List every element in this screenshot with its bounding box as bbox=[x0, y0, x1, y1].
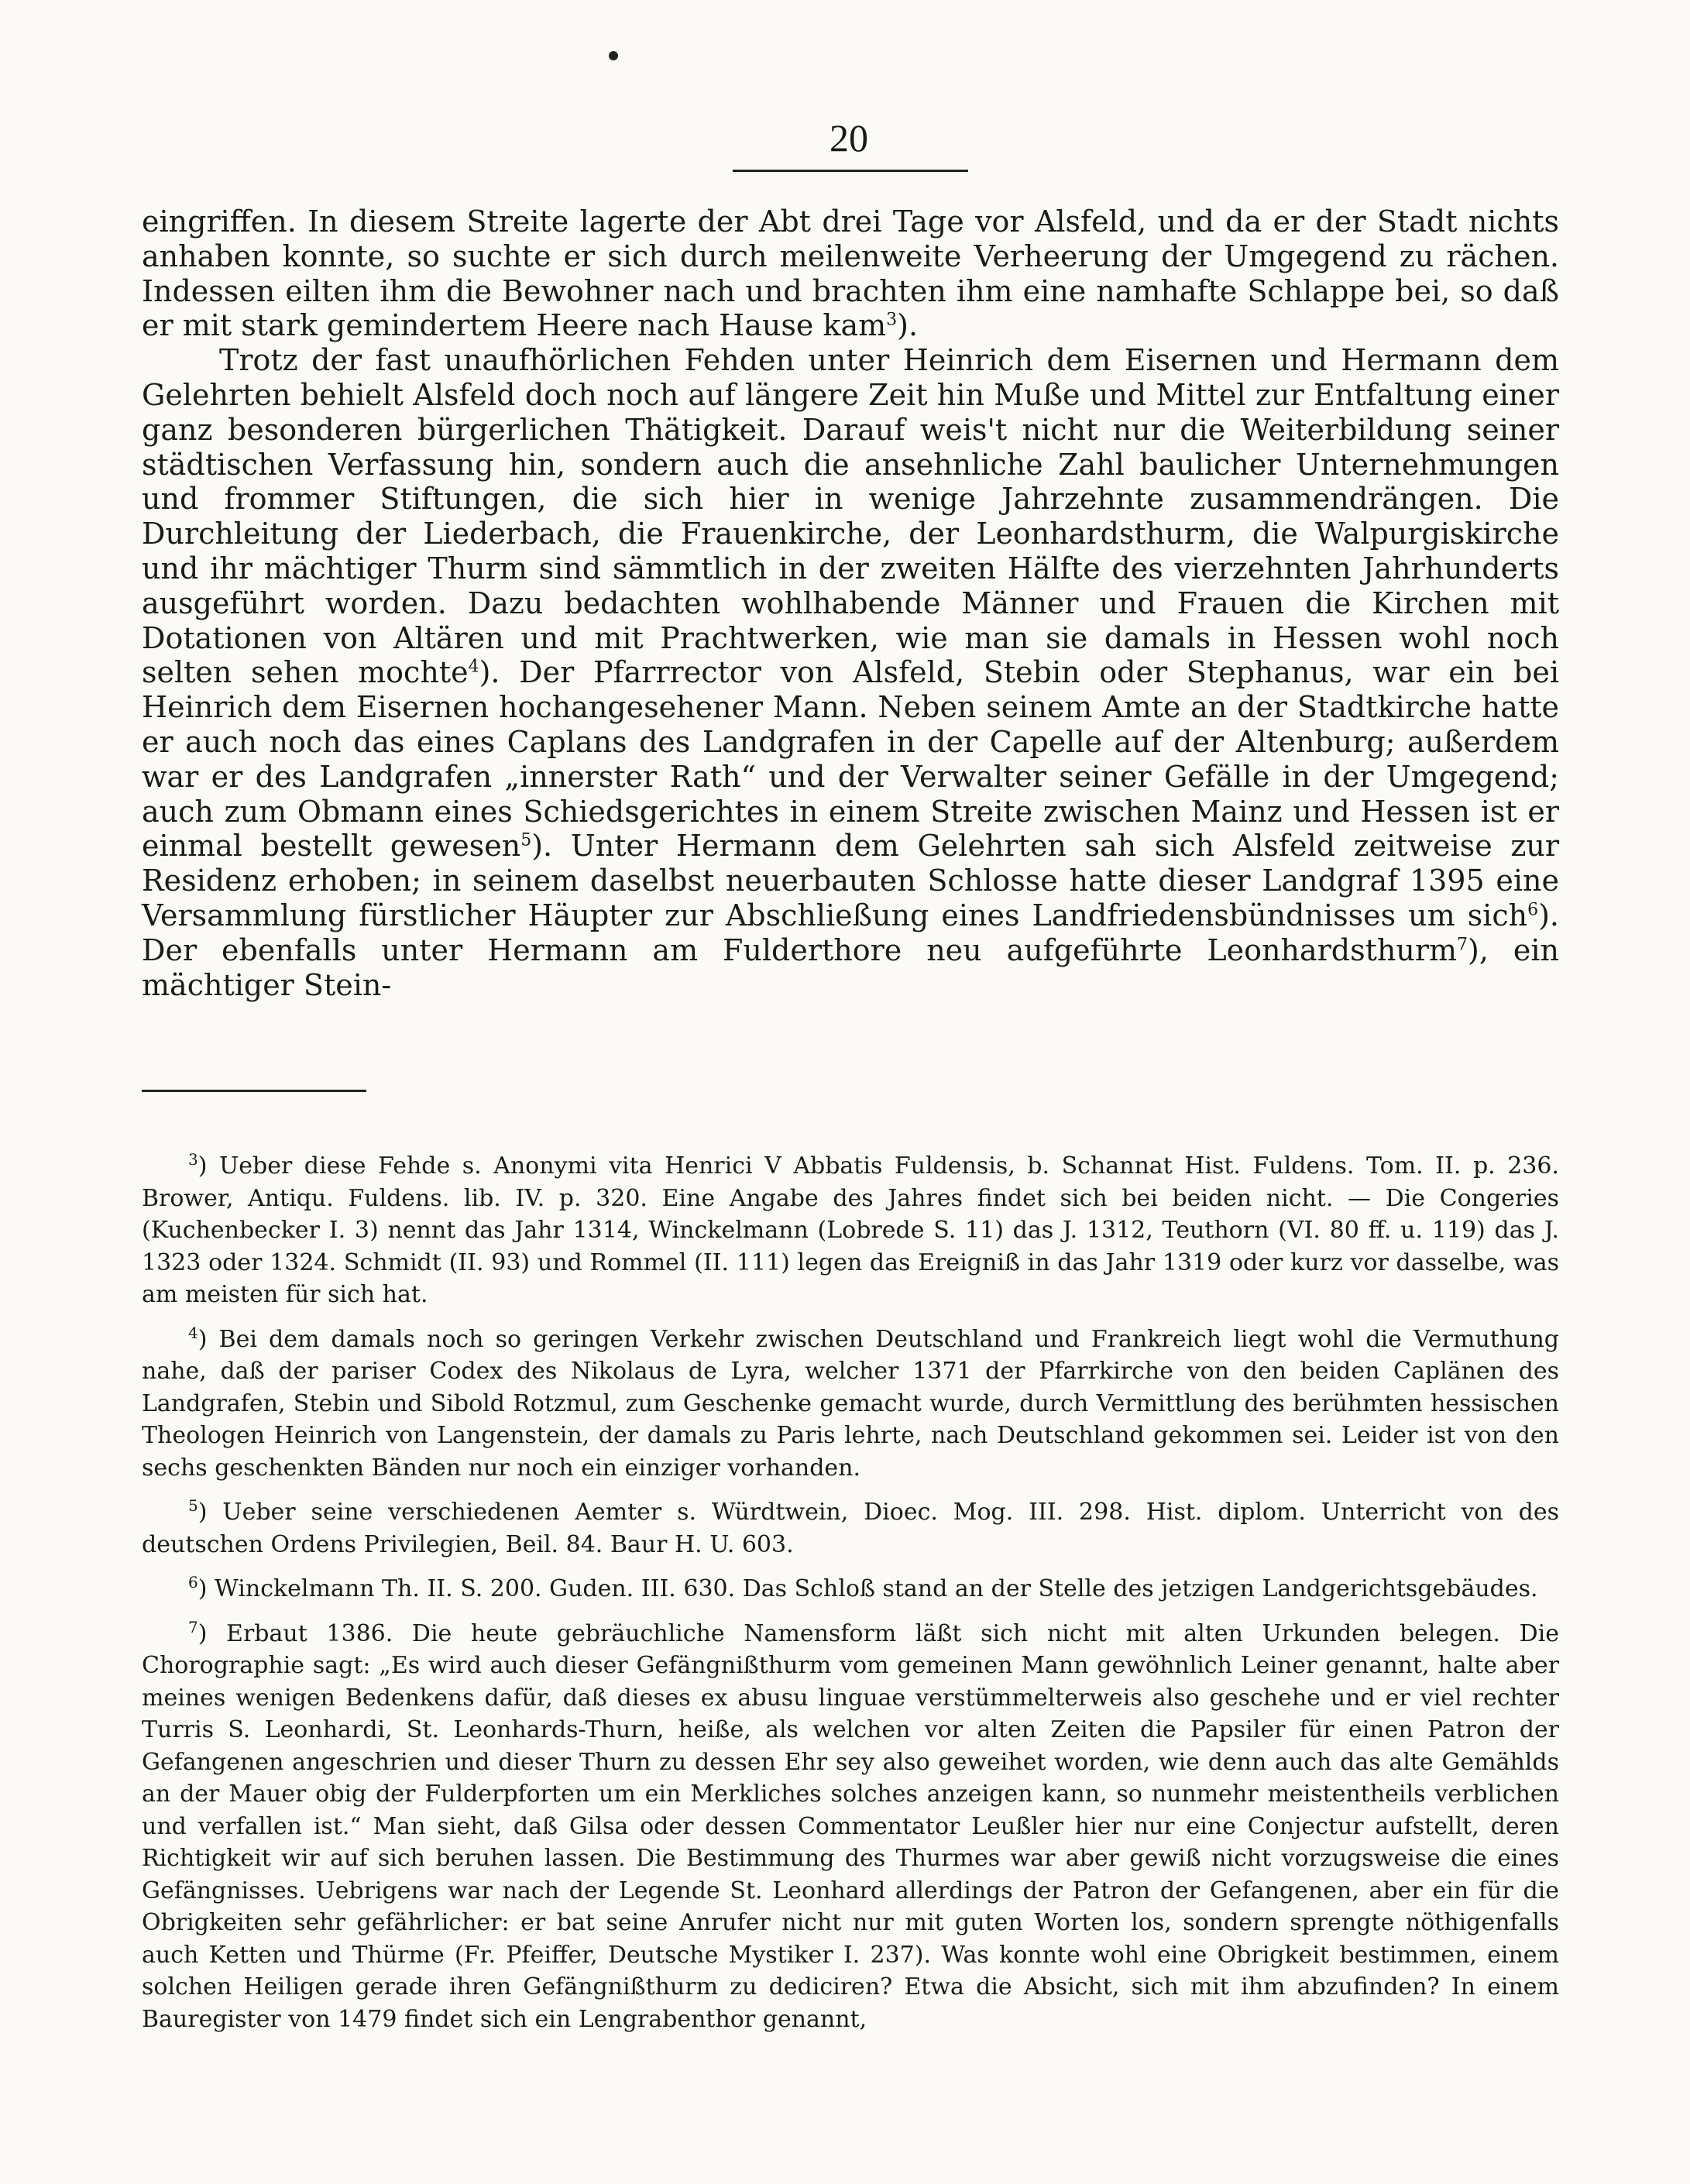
footnote-4 bbox=[142, 1324, 1559, 1485]
footnote-ref-3: 3 bbox=[886, 310, 898, 330]
footnote-5-mark: 5 bbox=[188, 1496, 198, 1515]
footnote-3-mark: 3 bbox=[188, 1150, 198, 1169]
footnotes bbox=[142, 1150, 1559, 2048]
paragraph-1-text: eingriffen. In diesem Streite lagerte der Abt drei Tage vor Alsfeld, und da er der Stadt nichts anhaben konnte, so suchte er sich durch meilenweite Verheerung der Umgegend zu rächen. Indessen eilten ihm die Bewohner nach und brachten ihm eine namhafte Schlappe bei, so daß er mit stark gemindertem Heere nach Hause kam bbox=[142, 204, 1559, 343]
footnote-7-text: ) Erbaut 1386. Die heute gebräuchliche Namensform läßt sich nicht mit alten Urkunden belegen. Die Chorographie sagt: „Es wird auch dieser Gefängnißthurm vom gemeinen Mann gewöhnlich Leiner genannt, halte aber meines wenigen Bedenkens dafür, daß dieses ex abusu linguae verstümmelterweis also geschehe und er viel rechter Turris S. Leonhardi, St. Leonhards-Thurn, heiße, als welchen vor alten Zeiten die Papsiler für einen Patron der Gefangenen angeschrien und dieser Thurn zu dessen Ehr sey also geweihet worden, wie denn auch das alte Gemählds an der Mauer obig der Fulderpforten um ein Merkliches solches anzeigen kann, so nunmehr meistentheils verblichen und verfallen ist.“ Man sieht, daß Gilsa oder dessen Commentator Leußler hier nur eine Conjectur aufstellt, deren Richtigkeit wir auf sich beruhen lassen. Die Bestimmung des Thurmes war aber gewiß nicht vorzugsweise die eines Gefängnisses. Uebrigens war nach der Legende St. Leonhard allerdings der Patron der Gefangenen, aber ein für die Obrigkeiten sehr gefährlicher: er bat seine Anrufer nicht nur mit guten Worten los, sondern sprengte nöthigenfalls auch Ketten und Thürme (Fr. Pfeiffer, Deutsche Mystiker I. 237). Was konnte wohl eine Obrigkeit bestimmen, einem solchen Heiligen gerade ihren Gefängnißthurm zu dediciren? Etwa die Absicht, sich mit ihm abzufinden? In einem Bauregister von 1479 findet sich ein Lengrabenthor genannt, bbox=[142, 1619, 1559, 2033]
paragraph-2-part-c: ). Unter Hermann dem Gelehrten sah sich Alsfeld zeitweise zur Residenz erhoben; in seinem daselbst neuerbauten Schlosse hatte dieser Landgraf 1395 eine Versammlung fürstlicher Häupter zur Abschließung eines Landfriedensbündnisses um sich bbox=[142, 829, 1559, 932]
footnote-4-text: ) Bei dem damals noch so geringen Verkehr zwischen Deutschland und Frankreich liegt wohl die Vermuthung nahe, daß der pariser Codex des Nikolaus de Lyra, welcher 1371 der Pfarrkirche von den beiden Caplänen des Landgrafen, Stebin und Sibold Rotzmul, zum Geschenke gemacht wurde, durch Vermittlung des berühmten hessischen Theologen Heinrich von Langenstein, der damals zu Paris lehrte, nach Deutschland gekommen sei. Leider ist von den sechs geschenkten Bänden nur noch ein einziger vorhanden. bbox=[142, 1325, 1559, 1482]
footnote-6 bbox=[142, 1573, 1559, 1605]
footnote-ref-6: 6 bbox=[1527, 900, 1539, 920]
paragraph-2-part-e: ), ein mächtiger Stein- bbox=[142, 932, 1559, 1002]
header-rule bbox=[733, 170, 968, 172]
footnote-6-mark: 6 bbox=[188, 1573, 198, 1592]
main-text bbox=[142, 204, 1559, 1002]
paragraph-2-part-b: ). Der Pfarrrector von Alsfeld, Stebin oder Stephanus, war ein bei Heinrich dem Eisernen hochangesehener Mann. Neben seinem Amte an der Stadtkirche hatte er auch noch das eines Caplans des Landgrafen in der Capelle auf der Altenburg; außerdem war er des Landgrafen „innerster Rath“ und der Verwalter seiner Gefälle in der Umgegend; auch zum Obmann eines Schiedsgerichtes in einem Streite zwischen Mainz und Hessen ist er einmal bestellt gewesen bbox=[142, 655, 1559, 864]
footnote-ref-5: 5 bbox=[520, 830, 532, 850]
footnote-5 bbox=[142, 1496, 1559, 1561]
page-number: 20 bbox=[830, 116, 868, 160]
footnote-4-mark: 4 bbox=[188, 1323, 198, 1342]
paragraph-2-part-d: ). Der ebenfalls unter Hermann am Fulderthore neu aufgeführte Leonhardsthurm bbox=[142, 898, 1559, 967]
footnote-3 bbox=[142, 1150, 1559, 1311]
footnote-ref-4: 4 bbox=[468, 657, 479, 677]
footnote-7-mark: 7 bbox=[188, 1617, 198, 1636]
paragraph-2-part-a: Trotz der fast unaufhörlichen Fehden unter Heinrich dem Eisernen und Hermann dem Gelehrten behielt Alsfeld doch noch auf längere Zeit hin Muße und Mittel zur Entfaltung einer ganz besonderen bürgerlichen Thätigkeit. Darauf weis't nicht nur die Weiterbildung seiner städtischen Verfassung hin, sondern auch die ansehnliche Zahl baulicher Unternehmungen und frommer Stiftungen, die sich hier in wenige Jahrzehnte zusammendrängen. Die Durchleitung der Liederbach, die Frauenkirche, der Leonhardsthurm, die Walpurgiskirche und ihr mächtiger Thurm sind sämmtlich in der zweiten Hälfte des vierzehnten Jahrhunderts ausgeführt worden. Dazu bedachten wohlhabende Männer und Frauen die Kirchen mit Dotationen von Altären und mit Prachtwerken, wie man sie damals in Hessen wohl noch selten sehen mochte bbox=[142, 343, 1559, 690]
footnote-6-text: ) Winckelmann Th. II. S. 200. Guden. III. 630. Das Schloß stand an der Stelle des jetzigen Landgerichtsgebäudes. bbox=[198, 1575, 1538, 1602]
paragraph-2 bbox=[142, 343, 1559, 1002]
paragraph-1-tail: ). bbox=[897, 308, 919, 343]
footnote-separator bbox=[142, 1090, 366, 1092]
footnote-5-text: ) Ueber seine verschiedenen Aemter s. Würdtwein, Dioec. Mog. III. 298. Hist. diplom. Unterricht von des deutschen Ordens Privilegien, Beil. 84. Baur H. U. 603. bbox=[142, 1499, 1559, 1558]
ink-dot bbox=[609, 51, 618, 60]
footnote-ref-7: 7 bbox=[1457, 935, 1468, 955]
paragraph-1 bbox=[142, 204, 1559, 343]
footnote-7 bbox=[142, 1618, 1559, 2036]
footnote-3-text: ) Ueber diese Fehde s. Anonymi vita Henrici V Abbatis Fuldensis, b. Schannat Hist. Fuldens. Tom. II. p. 236. Brower, Antiqu. Fuldens. lib. IV. p. 320. Eine Angabe des Jahres findet sich bei beiden nicht. — Die Congeries (Kuchenbecker I. 3) nennt das Jahr 1314, Winckelmann (Lobrede S. 11) das J. 1312, Teuthorn (VI. 80 ff. u. 119) das J. 1323 oder 1324. Schmidt (II. 93) und Rommel (II. 111) legen das Ereigniß in das Jahr 1319 oder kurz vor dasselbe, was am meisten für sich hat. bbox=[142, 1152, 1559, 1308]
